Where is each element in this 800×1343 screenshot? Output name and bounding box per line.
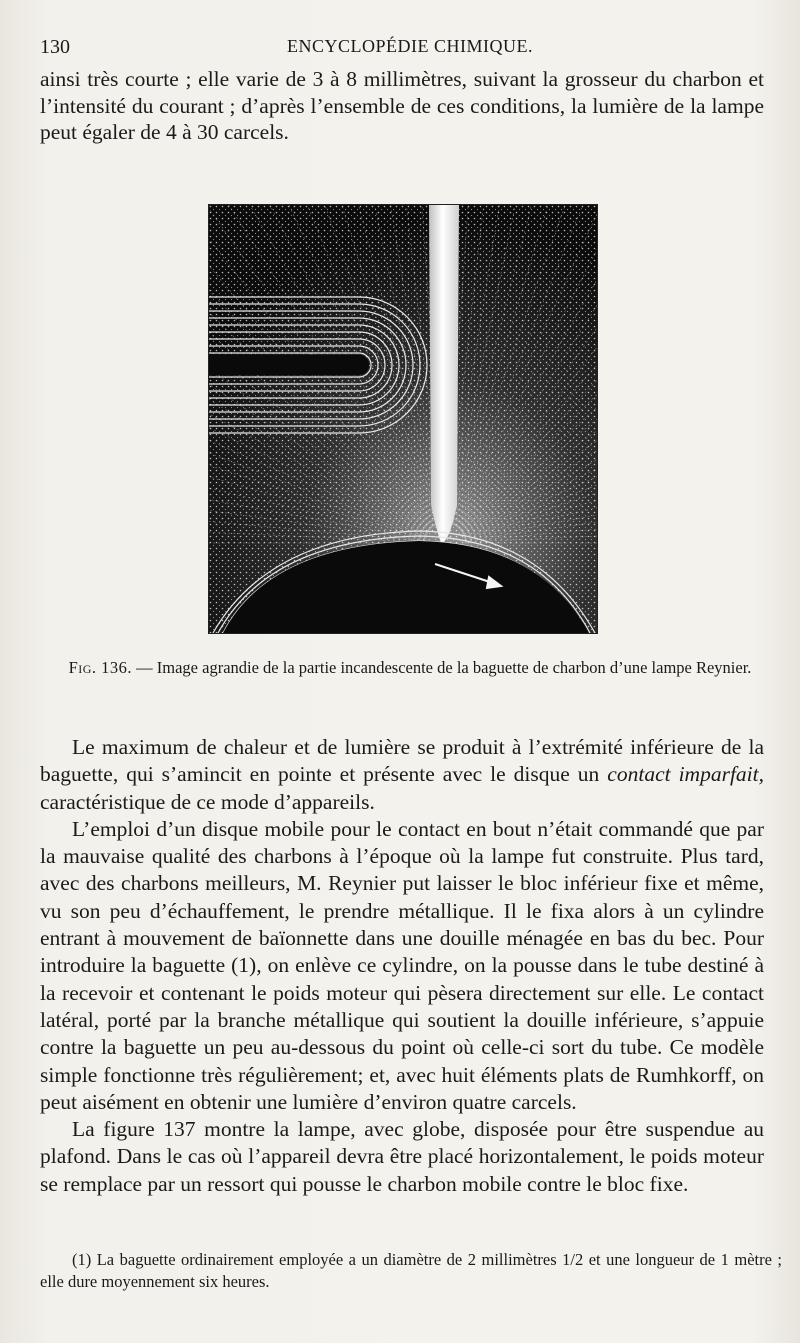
page-header [40,36,780,60]
figure-caption-text: — Image agrandie de la partie incandescente de la baguette de charbon d’une lampe Reynier. [132,658,752,677]
figure-136-illustration [208,204,598,634]
paragraph-1-start: Le maximum de chaleur et de lumière se produit à l’extrémité inférieure de la baguette, qui s’amincit en pointe et présente avec le disque un [40,735,764,787]
carbon-rod [429,205,459,543]
running-title: ENCYCLOPÉDIE CHIMIQUE. [287,36,533,56]
paragraph-figure-137: La figure 137 montre la lampe, avec globe, disposée pour être suspendue au plafond. Dans le cas où l’appareil devra être placé horizontalement, le poids moteur se remplace par un ressort qui pousse le charbon mobile contre le bloc fixe. [40,1117,764,1196]
figure-caption [60,657,760,678]
figure-label: Fig. 136. [68,658,133,677]
intro-paragraph: ainsi très courte ; elle varie de 3 à 8 millimètres, suivant la grosseur du charbon et l’intensité du courant ; d’après l’ensemble de ces conditions, la lumière de la lampe peut égaler de 4 à 30 carcels. [40,67,764,144]
footnote [40,1249,782,1293]
electrode-core [209,355,369,375]
carbon-rod-engraving [209,205,597,633]
footnote-text: (1) La baguette ordinairement employée a un diamètre de 2 millimètres 1/2 et une longueur de 1 mètre ; elle dure moyennement six heures. [40,1250,782,1291]
paragraph-disque-mobile: L’emploi d’un disque mobile pour le contact en bout n’était commandé que par la mauvaise qualité des charbons à l’époque où la lampe fut construite. Plus tard, avec des charbons meilleurs, M. Reynier put laisser le bloc inférieur fixe et même, vu son peu d’échauffement, le prendre métallique. Il le fixa alors à un cylindre entrant à mouvement de baïonnette dans une douille ménagée en bas du bec. Pour introduire la baguette (1), on enlève ce cylindre, on la pousse dans le tube destiné à la recevoir et contenant le poids moteur qui pèsera directement sur elle. Le contact latéral, porté par la branche métallique qui soutient la douille inférieure, s’appuie contre la baguette un peu au-dessous du point où celle-ci sort du tube. Ce modèle simple fonctionne très régulièrement; et, avec huit éléments plats de Rumhkorff, on peut aisément en obtenir une lumière d’environ quatre carcels. [40,816,764,1114]
main-text-block [40,734,764,1198]
paragraph-maximum-chaleur [40,734,764,816]
intro-paragraph-block [40,66,764,146]
paragraph-1-end: caractéristique de ce mode d’appareils. [40,789,375,814]
paragraph-1-emphasis: contact imparfait, [607,762,764,787]
page-number: 130 [40,36,70,58]
